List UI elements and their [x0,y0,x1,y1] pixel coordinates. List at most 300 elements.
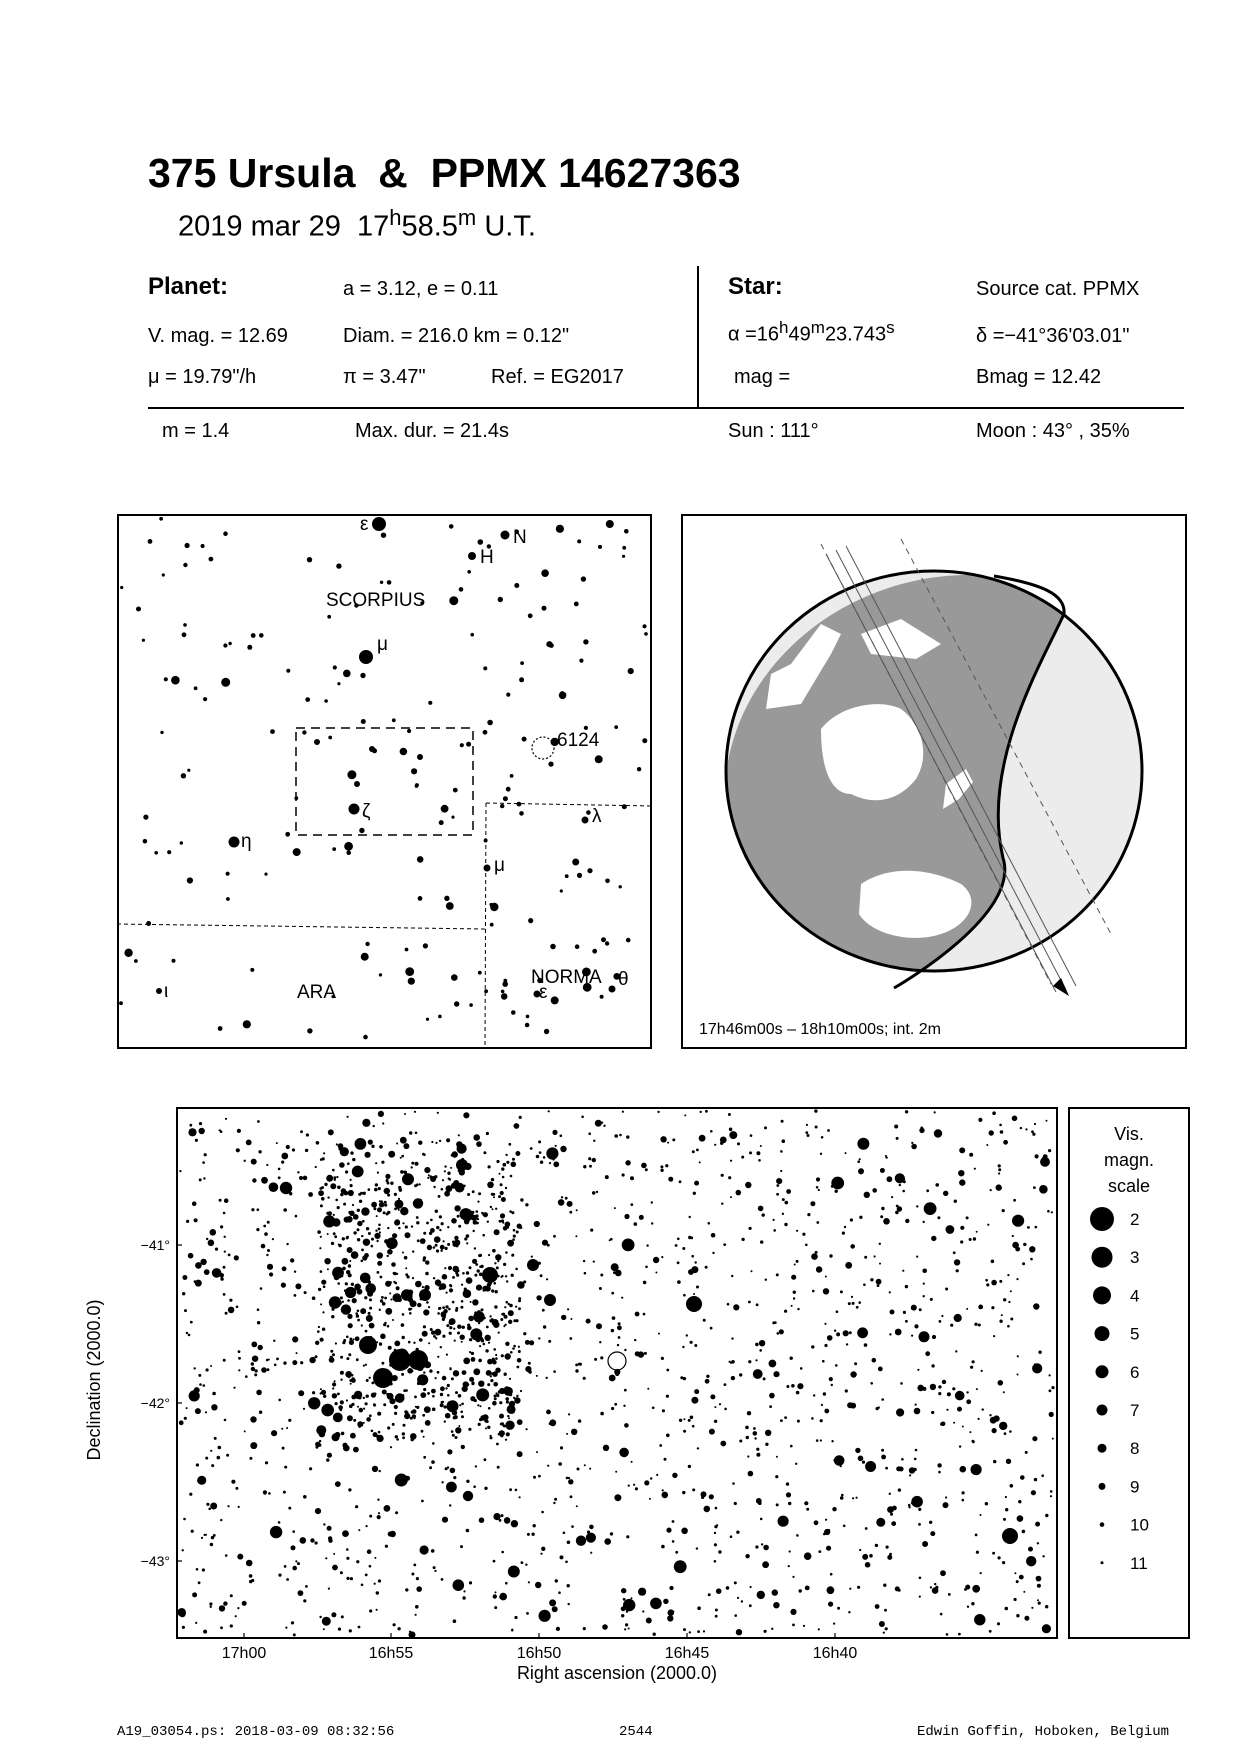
star [189,1493,192,1496]
star [444,1420,446,1422]
star [205,1457,208,1460]
star [363,1035,368,1040]
star [628,668,634,674]
star [541,1511,544,1514]
star [908,1504,911,1507]
star [622,1111,624,1113]
star [863,1144,867,1148]
star [384,1188,390,1194]
star [1003,1140,1008,1145]
star [1019,1575,1024,1580]
star [286,1145,290,1149]
star [881,1449,884,1452]
star [423,1388,426,1391]
star [451,1154,454,1157]
star [464,1288,467,1291]
star [840,1496,844,1500]
star [446,1482,457,1493]
star [1022,1262,1025,1265]
star [220,1519,222,1521]
label-mu-nor: μ [494,855,505,876]
star [498,1332,500,1334]
star [841,1494,844,1497]
star [384,1204,387,1207]
star [346,850,351,855]
bright-star [408,1350,428,1370]
star [999,1320,1002,1323]
star [756,1448,759,1451]
star [914,1408,921,1415]
named-star [582,817,589,824]
star [479,1345,481,1347]
star [483,1212,488,1217]
star [915,1404,917,1406]
star [320,1338,324,1342]
star [938,1471,941,1474]
star [348,1190,354,1196]
star [323,1429,325,1431]
star [701,1491,707,1497]
event-max-duration: Max. dur. = 21.4s [355,420,509,442]
star [753,1369,763,1379]
star [352,1158,355,1161]
star [390,1446,392,1448]
star [371,1238,374,1241]
star [219,1129,221,1131]
star [780,1170,782,1172]
star [377,1515,381,1519]
star [865,1461,876,1472]
star [188,1253,194,1259]
star [223,643,227,647]
star [230,1624,233,1627]
star [374,1557,376,1559]
star [363,1239,370,1246]
star [993,1335,995,1337]
star [876,1518,885,1527]
star [501,993,508,1000]
star [691,1397,698,1404]
star [368,1188,371,1191]
star [831,1440,833,1442]
star [309,1467,312,1470]
star [905,1320,908,1323]
star [898,1589,901,1592]
star [759,1349,762,1352]
star [412,1277,414,1279]
star [660,1165,663,1168]
star [334,1380,336,1382]
star [622,804,627,809]
star [843,1525,846,1528]
star [765,1443,768,1446]
star [610,1238,613,1241]
star [187,769,190,772]
star [746,1436,749,1439]
star [431,1460,435,1464]
star [453,1266,459,1272]
star [538,1475,541,1478]
star [344,1217,350,1223]
star [586,810,591,815]
star [461,1300,464,1303]
star [335,1342,337,1344]
star [294,1294,297,1297]
star [626,1135,629,1138]
star [504,1517,511,1524]
star [827,1335,833,1341]
star [338,1628,341,1631]
star [791,1275,796,1280]
star [1007,1274,1009,1276]
star [470,1301,472,1303]
star [188,1334,191,1337]
star [820,1153,822,1155]
star [1010,1318,1013,1321]
star [511,1211,514,1214]
star [541,569,549,577]
star [349,1340,354,1345]
star [556,525,564,533]
star [509,1411,512,1414]
star [525,1340,530,1345]
star [160,731,163,734]
star [378,1187,381,1190]
star [236,1148,240,1152]
star [876,1279,882,1285]
star [657,1111,659,1113]
star [485,1396,487,1398]
star [420,1238,426,1244]
star [776,1503,779,1506]
star [758,1206,764,1212]
star [463,1112,469,1118]
star [683,1294,686,1297]
star [383,1403,386,1406]
star [330,1350,333,1353]
star [508,1566,520,1578]
star [415,783,419,787]
star [270,729,275,734]
x-tick-label: 16h40 [812,1645,858,1662]
star [343,670,351,678]
star [377,1412,381,1416]
star [993,1460,996,1463]
star [393,1272,396,1275]
star [662,1492,669,1499]
star [567,1201,573,1207]
star [872,1358,877,1363]
star [675,1244,678,1247]
star [435,1244,438,1247]
star [764,1630,767,1633]
star [930,1298,933,1301]
star [849,1588,851,1590]
star [310,1538,314,1542]
star [922,1269,927,1274]
star [332,1382,336,1386]
star [953,1422,955,1424]
star [1032,1363,1042,1373]
star [973,1237,976,1240]
star [653,1257,659,1263]
landmass-australia [821,704,923,800]
star [960,1466,967,1473]
star-mag: mag = [734,366,791,388]
star [890,1310,895,1315]
star [187,877,193,883]
x-tick-label: 16h50 [516,1645,562,1662]
star [972,1585,980,1593]
star [346,1237,349,1240]
bright-star [359,1336,377,1354]
star [703,1630,705,1632]
star [360,1308,366,1314]
star [704,1506,711,1513]
star [405,1225,408,1228]
star [651,1222,653,1224]
star [1049,1389,1052,1392]
star [1007,1325,1010,1328]
star [341,1615,344,1618]
scale-label: 10 [1130,1515,1149,1535]
star [376,1435,379,1438]
star [379,1202,384,1207]
star [935,1183,939,1187]
star [495,1208,497,1210]
star [432,1408,436,1412]
star [639,1215,644,1220]
star [400,1207,408,1215]
star [561,1315,566,1320]
star [223,531,228,536]
star [257,1120,260,1123]
star [493,1196,495,1198]
star [1045,1514,1048,1517]
star [823,1533,826,1536]
star [186,1220,189,1223]
star [400,748,408,756]
star [394,1193,397,1196]
star [493,1594,497,1598]
star [931,1364,934,1367]
star [587,868,592,873]
star [574,602,579,607]
star [565,1197,568,1200]
star [756,1151,760,1155]
star [350,1577,353,1580]
star [195,1622,197,1624]
star [449,1332,452,1335]
star [714,1144,716,1146]
star [1020,1475,1025,1480]
star [776,1456,778,1458]
star [319,1616,321,1618]
star [495,1392,497,1394]
star [845,1152,847,1154]
star [536,1375,538,1377]
star [355,1505,358,1508]
star [511,1162,517,1168]
star [405,1273,408,1276]
star [383,1211,386,1214]
star [493,1382,498,1387]
star [350,1184,353,1187]
star [446,1138,450,1142]
star [499,1519,502,1522]
star [502,1176,505,1179]
star [891,1196,893,1198]
star [815,1251,818,1254]
star [1012,1242,1019,1249]
star [985,1502,988,1505]
star [506,1301,509,1304]
star [727,1303,730,1306]
star [237,1607,239,1609]
star [267,1264,273,1270]
star [266,1164,268,1166]
star [660,1169,663,1172]
bright-star [456,1159,468,1171]
star [346,1577,349,1580]
bright-star [482,1267,498,1283]
star [610,1532,613,1535]
star [432,1395,435,1398]
star [428,1306,430,1308]
star [644,1480,649,1485]
star [694,1389,699,1394]
star [416,1586,422,1592]
star [389,1292,391,1294]
star [346,1557,349,1560]
star [409,1631,411,1633]
star [298,1590,304,1596]
star [297,1171,299,1173]
star [413,1564,416,1567]
star [859,1549,861,1551]
star [561,1196,563,1198]
star [658,1333,660,1335]
star [1004,1432,1007,1435]
star [400,1137,407,1144]
scale-dot [1096,1365,1109,1378]
star [376,1609,378,1611]
star [828,1602,833,1607]
star [758,1159,761,1162]
star [916,1256,918,1258]
star [315,1442,321,1448]
star [328,1536,332,1540]
star [784,1416,787,1419]
star [377,1172,379,1174]
star [438,1015,442,1019]
star [948,1593,951,1596]
star [1022,1530,1026,1534]
star [576,1536,586,1546]
star [544,1029,549,1034]
star [560,1135,563,1138]
star [259,1411,262,1414]
star [571,1429,577,1435]
star [430,1219,433,1222]
star [447,1384,450,1387]
star [672,1520,675,1523]
table-vertical-divider [697,266,699,408]
star [614,1207,616,1209]
star [708,1222,711,1225]
star [353,1447,359,1453]
star [998,1380,1004,1386]
star [575,1235,577,1237]
star [343,1203,346,1206]
star [776,1193,779,1196]
star [511,1629,513,1631]
star [184,1309,187,1312]
star [320,1204,323,1207]
star [909,1474,911,1476]
star [619,1134,622,1137]
star [829,1377,833,1381]
star [437,1112,439,1114]
star [380,1200,383,1203]
star [412,1409,417,1414]
star [381,1296,384,1299]
star [538,1337,540,1339]
star [1033,1186,1036,1189]
star [595,755,603,763]
star [335,1199,338,1202]
star [989,1130,994,1135]
table-horizontal-divider [148,407,1184,409]
star [437,1312,440,1315]
star [382,1122,384,1124]
star [974,1168,976,1170]
star [885,1627,888,1630]
star [880,1215,883,1218]
star [501,1422,504,1425]
star [899,1467,904,1472]
star [276,1358,279,1361]
star [283,1361,286,1364]
finder-chart [117,514,652,1049]
star [523,1332,526,1335]
star [373,1403,376,1406]
star [576,1505,578,1507]
star [246,1560,253,1567]
star [540,1161,543,1164]
star [945,1288,948,1291]
star [834,1455,845,1466]
star [429,1466,432,1469]
star-alpha [728,318,895,347]
star [1012,1235,1014,1237]
star [505,1397,509,1401]
star [442,1306,445,1309]
star [485,1335,491,1341]
star [800,1367,803,1370]
star [323,1215,335,1227]
star [361,719,366,724]
star [449,1326,452,1329]
star [1013,1199,1016,1202]
star [386,1393,389,1396]
star [460,743,464,747]
star [476,1334,482,1340]
star [586,1533,596,1543]
star [1050,1490,1053,1493]
star [856,1306,859,1309]
star [540,1274,543,1277]
